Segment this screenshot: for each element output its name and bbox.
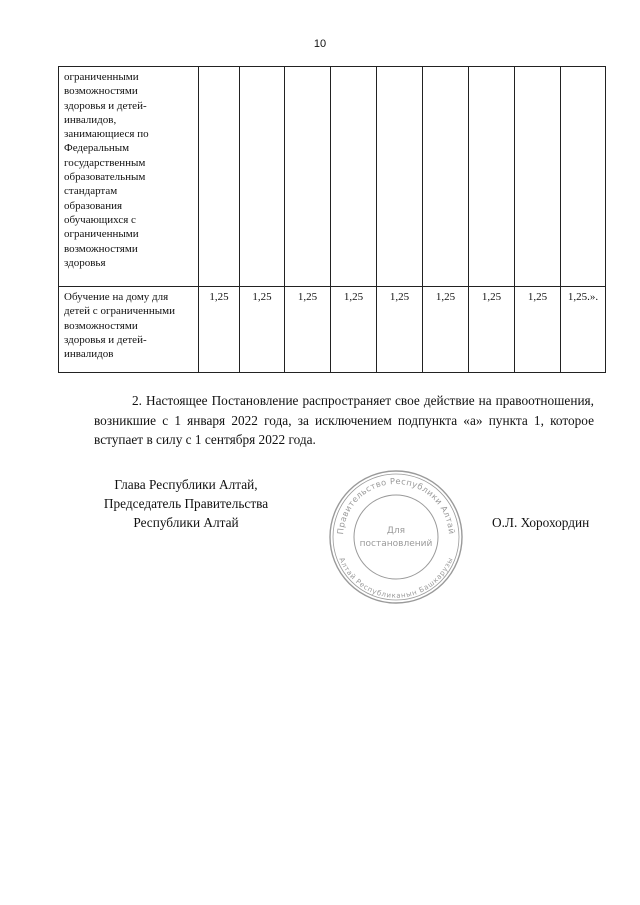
label-line: занимающиеся по xyxy=(64,128,149,141)
label-line: образовательным xyxy=(64,171,146,184)
label-line: ограниченными xyxy=(64,71,139,83)
label-line: здоровья и детей- xyxy=(64,99,147,112)
value-cell xyxy=(285,67,331,287)
label-line: Обучение на дому для xyxy=(64,291,169,303)
row-label-cell xyxy=(59,287,199,373)
label-line: инвалидов xyxy=(64,348,114,361)
paragraph-text: 2. Настоящее Постановление распространяет свое действие на правоотношения, возникшие с 1 января 2022 года, за исключением подпункта «а» пункта 1, которое вступает в силу с 1 сентября 2022 года. xyxy=(94,393,594,447)
value-cell xyxy=(199,67,240,287)
table-row xyxy=(59,287,606,373)
label-line: Федеральным xyxy=(64,142,130,155)
stamp-inner-ring xyxy=(354,495,438,579)
resolution-paragraph xyxy=(94,391,594,450)
value-cell xyxy=(377,67,423,287)
stamp-outer-ring xyxy=(330,471,462,603)
signatory-title-line: Республики Алтай xyxy=(133,515,239,530)
value-cell xyxy=(423,67,469,287)
stamp-outer-ring-inner xyxy=(333,474,459,600)
label-line: стандартам xyxy=(64,185,118,198)
label-line: возможностями xyxy=(64,242,138,255)
label-line: здоровья и детей- xyxy=(64,333,147,346)
label-line: государственным xyxy=(64,156,146,169)
label-line: возможностями xyxy=(64,85,138,98)
value-cell: 1,25 xyxy=(423,287,469,373)
stamp-center-line: Для xyxy=(386,526,406,536)
value-cell: 1,25 xyxy=(515,287,561,373)
label-line: возможностями xyxy=(64,319,138,332)
stamp-ring-bottom-text: Алтай Республиканын Башкарузы xyxy=(337,556,455,600)
value-cell: 1,25 xyxy=(377,287,423,373)
value-cell xyxy=(561,67,606,287)
value-cell: 1,25 xyxy=(285,287,331,373)
value-cell xyxy=(469,67,515,287)
label-line: инвалидов, xyxy=(64,113,117,126)
label-line: обучающихся с xyxy=(64,213,136,226)
svg-text:Алтай Республиканын Башкарузы xyxy=(337,556,454,599)
page-number: 10 xyxy=(313,38,327,50)
signatory-title xyxy=(86,475,286,532)
label-line: детей с ограниченными xyxy=(64,305,176,318)
label-line: здоровья xyxy=(64,256,106,269)
official-stamp xyxy=(327,468,465,606)
value-cell: 1,25 xyxy=(240,287,285,373)
value-cell xyxy=(331,67,377,287)
value-cell: 1,25.». xyxy=(561,287,606,373)
stamp-ring-top-text: Правительство Республики Алтай xyxy=(334,475,457,535)
row-label-cell xyxy=(59,67,199,287)
norms-table xyxy=(58,66,606,373)
stamp-center-line: постановлений xyxy=(359,539,433,549)
signatory-title-line: Председатель Правительства xyxy=(103,496,269,511)
label-line: ограниченными xyxy=(64,228,139,241)
value-cell: 1,25 xyxy=(331,287,377,373)
value-cell xyxy=(240,67,285,287)
value-cell xyxy=(515,67,561,287)
label-line: образования xyxy=(64,199,123,212)
value-cell: 1,25 xyxy=(199,287,240,373)
signatory-title-line: Глава Республики Алтай, xyxy=(114,477,258,492)
signatory-name: О.Л. Хорохордин xyxy=(492,515,590,530)
value-cell: 1,25 xyxy=(469,287,515,373)
table-row xyxy=(59,67,606,287)
